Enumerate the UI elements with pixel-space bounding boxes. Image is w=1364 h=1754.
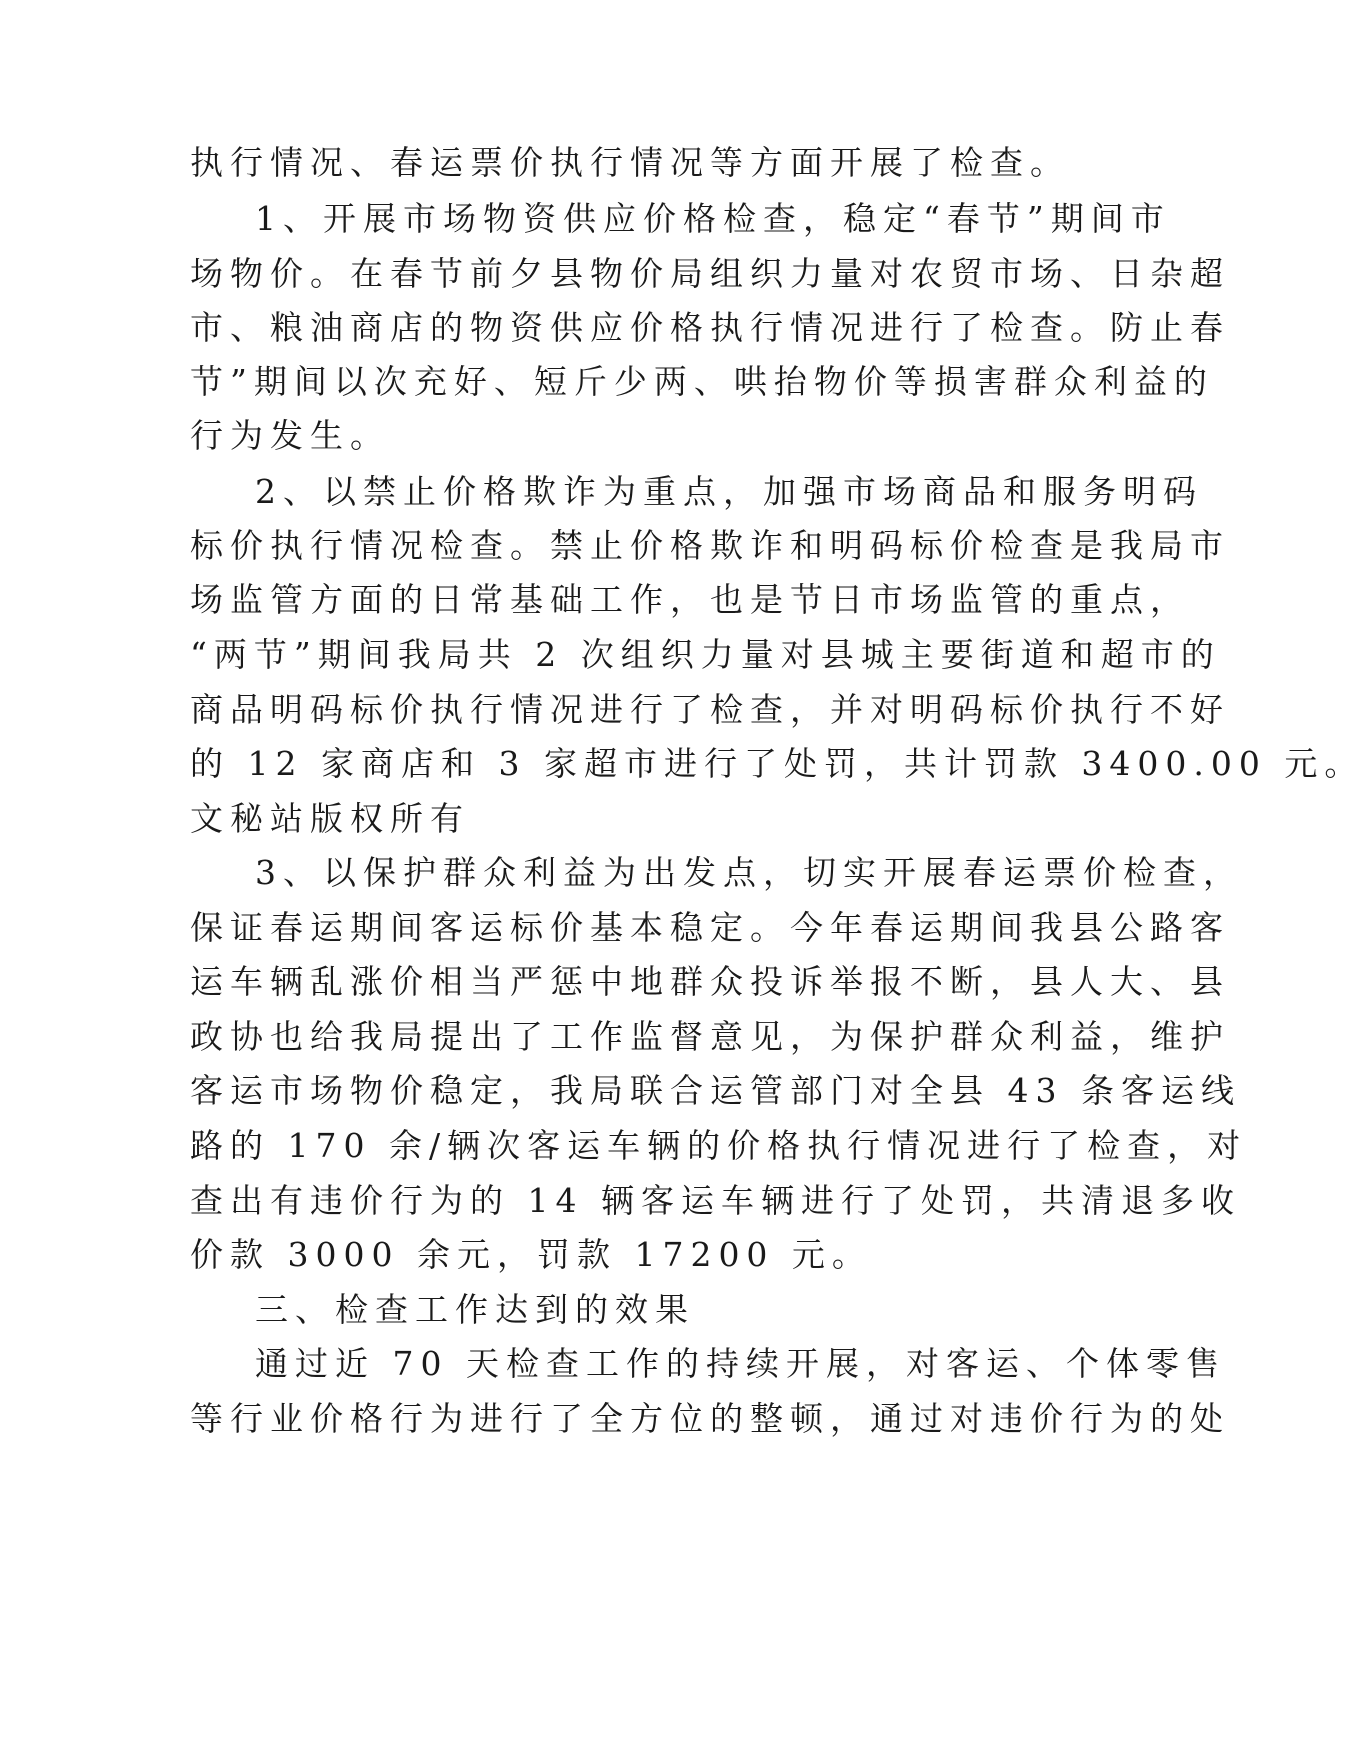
text-line-21: 价款 3000 余元，罚款 17200 元。: [190, 1235, 872, 1274]
text-line-8: 标价执行情况检查。禁止价格欺诈和明码标价检查是我局市: [190, 526, 1230, 565]
text-line-23: 通过近 70 天检查工作的持续开展，对客运、个体零售: [255, 1344, 1226, 1383]
text-line-19: 路的 170 余/辆次客运车辆的价格执行情况进行了检查，对: [190, 1126, 1248, 1165]
text-line-4: 市、粮油商店的物资供应价格执行情况进行了检查。防止春: [190, 308, 1230, 347]
section-heading: 三、检查工作达到的效果: [255, 1290, 695, 1329]
text-line-24: 等行业价格行为进行了全方位的整顿，通过对违价行为的处: [190, 1399, 1230, 1438]
text-line-9: 场监管方面的日常基础工作，也是节日市场监管的重点，: [190, 580, 1190, 619]
text-line-20: 查出有违价行为的 14 辆客运车辆进行了处罚，共清退多收: [190, 1181, 1241, 1220]
text-line-12: 的 12 家商店和 3 家超市进行了处罚，共计罚款 3400.00 元。: [190, 744, 1364, 783]
text-line-6: 行为发生。: [190, 416, 390, 455]
text-line-16: 运车辆乱涨价相当严惩中地群众投诉举报不断，县人大、县: [190, 962, 1230, 1001]
text-line-3: 场物价。在春节前夕县物价局组织力量对农贸市场、日杂超: [190, 254, 1230, 293]
text-line-10: “两节”期间我局共 2 次组织力量对县城主要街道和超市的: [190, 635, 1221, 674]
text-line-7: 2、以禁止价格欺诈为重点，加强市场商品和服务明码: [255, 472, 1203, 511]
text-line-18: 客运市场物价稳定，我局联合运管部门对全县 43 条客运线: [190, 1071, 1241, 1110]
text-line-17: 政协也给我局提出了工作监督意见，为保护群众利益，维护: [190, 1017, 1230, 1056]
text-line-5: 节”期间以次充好、短斤少两、哄抬物价等损害群众利益的: [190, 362, 1214, 401]
text-line-11: 商品明码标价执行情况进行了检查，并对明码标价执行不好: [190, 690, 1230, 729]
text-line-14: 3、以保护群众利益为出发点，切实开展春运票价检查，: [255, 853, 1243, 892]
text-line-1: 执行情况、春运票价执行情况等方面开展了检查。: [190, 143, 1070, 182]
text-line-15: 保证春运期间客运标价基本稳定。今年春运期间我县公路客: [190, 908, 1230, 947]
text-line-13: 文秘站版权所有: [190, 799, 470, 838]
text-line-2: 1、开展市场物资供应价格检查，稳定“春节”期间市: [255, 199, 1171, 238]
